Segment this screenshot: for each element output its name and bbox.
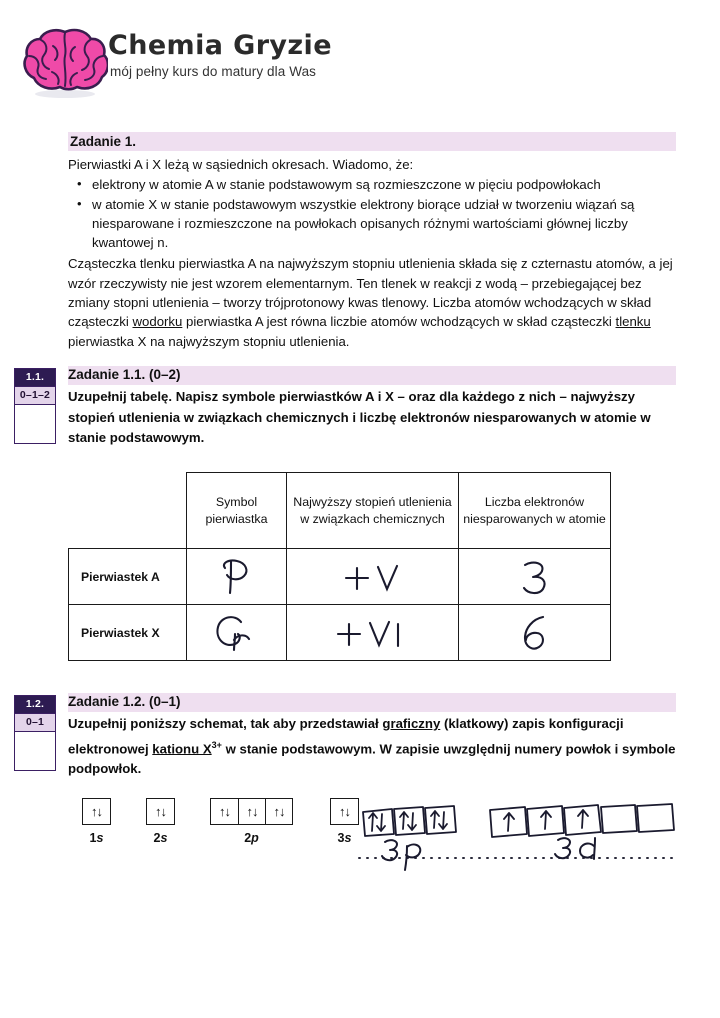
orbital-cell[interactable]: ↑↓ [265, 799, 292, 824]
table-corner-cell [69, 473, 187, 549]
orbital-label-2s [146, 831, 175, 845]
orbital-label-2p [210, 831, 293, 845]
score-box-blank-field[interactable] [15, 732, 55, 770]
task-1-heading: Zadanie 1. [70, 134, 137, 149]
orbital-group-2p [210, 798, 293, 845]
table-header-unpaired: Liczba elektronów niesparowanych w atomie [459, 473, 611, 549]
handwritten-oxidation-x [287, 605, 459, 661]
handwritten-oxidation-a [287, 549, 459, 605]
row-label-element-a: Pierwiastek A [69, 549, 187, 605]
shell-number: 2 [244, 831, 252, 845]
paragraph-segment-3: pierwiastka X na najwyższym stopniu utlenienia. [68, 333, 350, 349]
task-1-heading-highlight [68, 132, 676, 151]
shell-number: 3 [337, 831, 345, 845]
instruction-segment-2: (klatkowy) zapis konfiguracji elektronowej [68, 716, 624, 756]
orbital-group-1s [82, 798, 111, 845]
orbital-cell[interactable]: ↑↓ [219, 804, 230, 819]
handwritten-symbol-a [187, 549, 287, 605]
score-box-range: 0–1 [15, 713, 55, 733]
task-1-lead: Pierwiastki A i X leżą w sąsiednich okresach. Wiadomo, że: [68, 157, 414, 172]
subshell-letter: s [96, 831, 104, 845]
score-box-blank-field[interactable] [15, 405, 55, 443]
orbital-cell[interactable]: ↑↓ [238, 799, 265, 824]
task-1-bullet-list [68, 175, 676, 252]
subshell-letter: s [160, 831, 168, 845]
answer-table [68, 472, 611, 661]
list-item [90, 195, 676, 253]
task-1-block [68, 132, 676, 351]
score-box-range: 0–1–2 [15, 386, 55, 406]
orbital-label-1s [82, 831, 111, 845]
brand-subtitle: mój pełny kurs do matury dla Was [110, 64, 317, 79]
orbital-cell[interactable]: ↑↓ [339, 804, 350, 819]
list-item [90, 175, 676, 194]
brand-title: Chemia Gryzie [108, 30, 332, 61]
task-1-1-heading: Zadanie 1.1. (0–2) [68, 367, 181, 382]
paragraph-segment-2: pierwiastka A jest równa liczbie atomów wchodzących w skład cząsteczki [182, 314, 616, 330]
task-1-2-instruction [68, 714, 676, 780]
instruction-underlined-graficzny: graficzny [382, 716, 441, 731]
orbital-boxes [146, 798, 175, 825]
orbital-boxes [210, 798, 293, 825]
task-1-2-block [68, 693, 676, 780]
paragraph-segment-1: Cząsteczka tlenku pierwiastka A na najwyższym stopniu utlenienia składa się z czternastu atomów, a jej wzór rzeczywisty nie jest wzorem elementarnym. Ten tlenek w reakcji z wodą – przebiegającej bez zmiany stopni utlenienia – tworzy trójprotonowy kwas tlenowy. Liczba atomów wchodzących w skład cząsteczki [68, 256, 673, 330]
bullet-text: w atomie X w stanie podstawowym wszystkie elektrony biorące udział w tworzeniu wiązań są niesparowane i rozmieszczone na powłokach opisanych różnymi wartościami głównej liczby kwantowej n. [92, 196, 635, 251]
shell-number: 1 [89, 831, 97, 845]
table-row [69, 605, 611, 661]
handwritten-unpaired-x [459, 605, 611, 661]
task-1-1-block [68, 366, 676, 449]
shell-number: 2 [153, 831, 161, 845]
row-label-element-x: Pierwiastek X [69, 605, 187, 661]
subshell-letter: s [344, 831, 352, 845]
table-header-oxidation: Najwyższy stopień utlenienia w związkach chemicznych [287, 473, 459, 549]
bullet-text: elektrony w atomie A w stanie podstawowym są rozmieszczone w pięciu podpowłokach [92, 177, 601, 193]
score-box-number: 1.2. [15, 696, 55, 713]
score-box-1-2 [14, 695, 56, 771]
task-1-paragraph [68, 254, 676, 350]
handwritten-unpaired-a [459, 549, 611, 605]
task-1-2-heading: Zadanie 1.2. (0–1) [68, 694, 181, 709]
table-row [69, 549, 611, 605]
instruction-segment-3: w stanie podstawowym. W zapisie uwzględnij numery powłok i symbole podpowłok. [68, 740, 676, 777]
orbital-cell[interactable]: ↑↓ [155, 804, 166, 819]
exam-sheet [0, 110, 720, 1018]
orbital-group-2s [146, 798, 175, 845]
paragraph-underlined-wodorku: wodorku [132, 314, 183, 330]
paragraph-underlined-tlenku: tlenku [615, 314, 651, 330]
orbital-cell[interactable]: ↑↓ [91, 804, 102, 819]
handwritten-orbital-answer [355, 790, 690, 880]
instruction-underlined-kationu-x: kationu X [152, 740, 212, 756]
table-header-symbol: Symbol pierwiastka [187, 473, 287, 549]
task-1-1-instruction: Uzupełnij tabelę. Napisz symbole pierwiastków A i X – oraz dla każdego z nich – najwyższy stopień utlenienia w związkach chemicznych i liczbę elektronów niesparowanych w atomie w stanie podstawowym. [68, 389, 651, 445]
orbital-boxes [82, 798, 111, 825]
brain-icon [22, 26, 108, 98]
score-box-number: 1.1. [15, 369, 55, 386]
score-box-1-1 [14, 368, 56, 444]
instruction-charge-superscript: 3+ [211, 739, 222, 750]
handwritten-symbol-x [187, 605, 287, 661]
table-header-row [69, 473, 611, 549]
instruction-segment-1: Uzupełnij poniższy schemat, tak aby przedstawiał [68, 716, 383, 731]
subshell-letter: p [251, 831, 259, 845]
brand-header [0, 0, 720, 110]
